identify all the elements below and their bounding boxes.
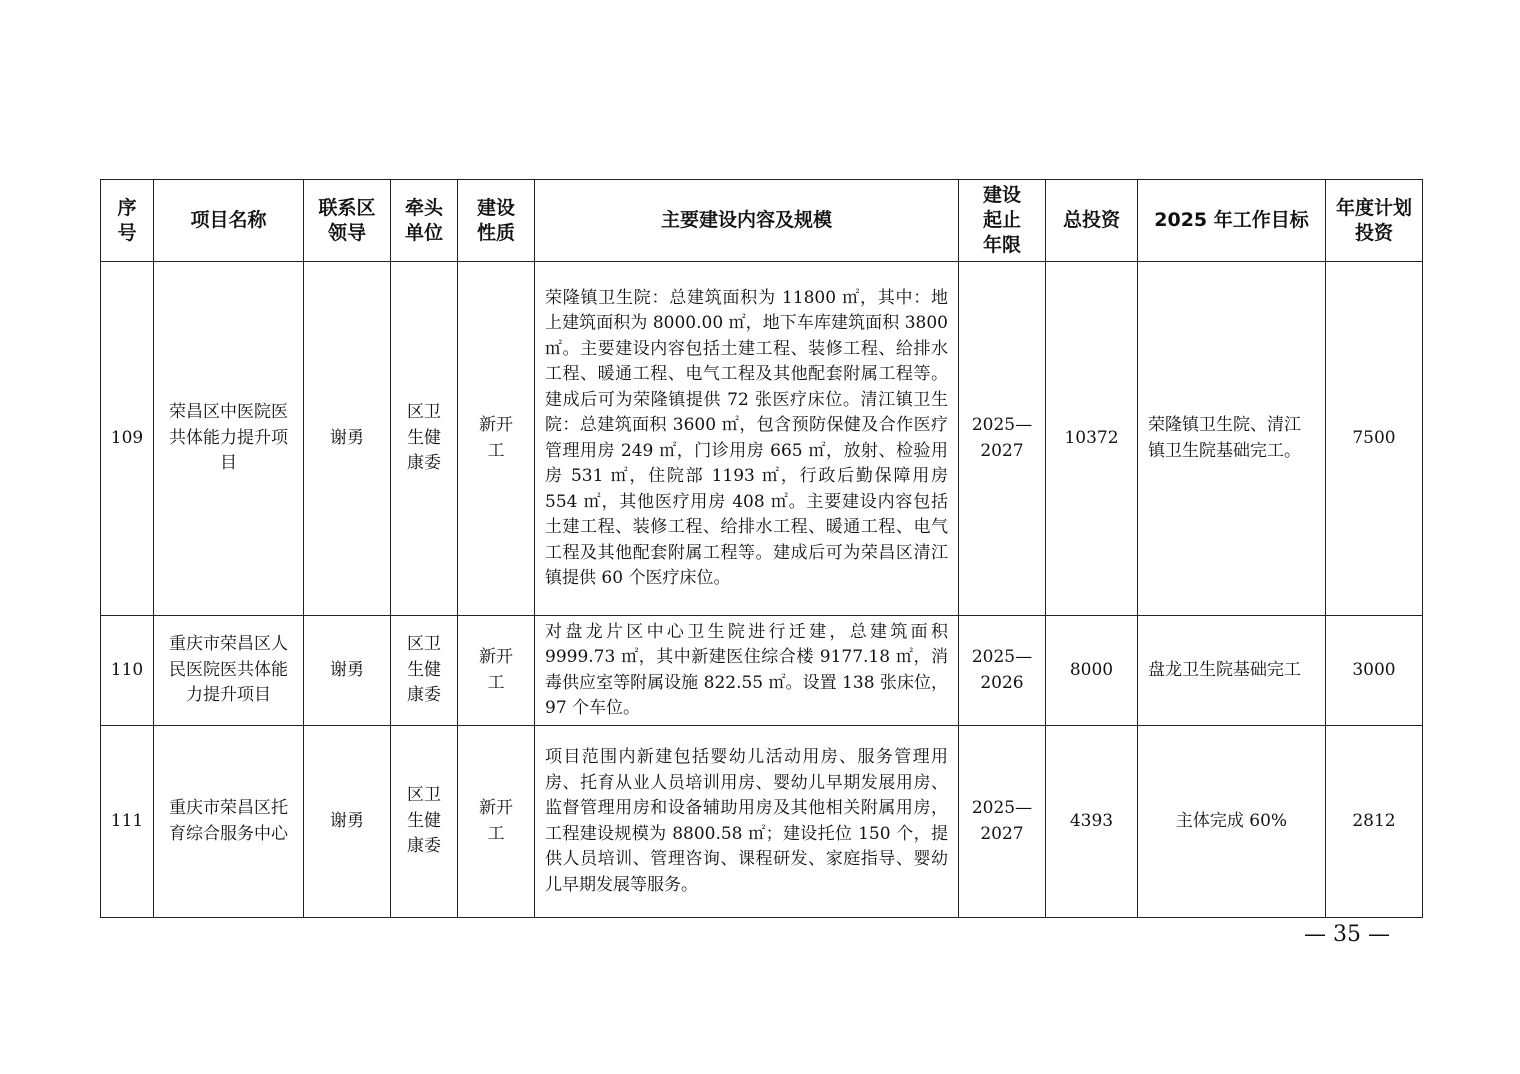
- cell-unit: 区卫生健康委: [391, 616, 458, 726]
- project-table: [100, 179, 1423, 918]
- table-row: [101, 726, 1423, 918]
- table-row: [101, 616, 1423, 726]
- header-goal: 2025 年工作目标: [1138, 180, 1326, 262]
- header-nature: 建设性质: [458, 180, 535, 262]
- cell-nature: 新开工: [458, 262, 535, 616]
- cell-content: 荣隆镇卫生院：总建筑面积为 11800 ㎡，其中：地上建筑面积为 8000.00 ㎡，地下车库建筑面积 3800 ㎡。主要建设内容包括土建工程、装修工程、给排水工程、暖通工程、电气工程及其他配套附属工程等。建成后可为荣隆镇提供 72 张医疗床位。清江镇卫生院：总建筑面积 3600 ㎡，包含预防保健及合作医疗管理用房 249 ㎡，门诊用房 665 ㎡，放射、检验用房 531 ㎡，住院部 1193 ㎡，行政后勤保障用房 554 ㎡，其他医疗用房 408 ㎡。主要建设内容包括土建工程、装修工程、给排水工程、暖通工程、电气工程及其他配套附属工程等。建成后可为荣昌区清江镇提供 60 个医疗床位。: [535, 262, 959, 616]
- cell-goal: 盘龙卫生院基础完工: [1138, 616, 1326, 726]
- cell-annual: 7500: [1326, 262, 1423, 616]
- cell-leader: 谢勇: [304, 262, 391, 616]
- header-row: [101, 180, 1423, 262]
- cell-nature: 新开工: [458, 616, 535, 726]
- header-annual: 年度计划投资: [1326, 180, 1423, 262]
- header-name: 项目名称: [154, 180, 304, 262]
- cell-unit: 区卫生健康委: [391, 726, 458, 918]
- cell-seq: 109: [101, 262, 154, 616]
- cell-seq: 110: [101, 616, 154, 726]
- cell-leader: 谢勇: [304, 726, 391, 918]
- cell-annual: 3000: [1326, 616, 1423, 726]
- cell-period: 2025—2027: [959, 726, 1046, 918]
- cell-content: 项目范围内新建包括婴幼儿活动用房、服务管理用房、托育从业人员培训用房、婴幼儿早期发展用房、监督管理用房和设备辅助用房及其他相关附属用房，工程建设规模为 8800.58 ㎡；建设托位 150 个，提供人员培训、管理咨询、课程研发、家庭指导、婴幼儿早期发展等服务。: [535, 726, 959, 918]
- cell-total: 8000: [1046, 616, 1138, 726]
- cell-goal: 主体完成 60%: [1138, 726, 1326, 918]
- cell-name: 重庆市荣昌区托育综合服务中心: [154, 726, 304, 918]
- header-period: 建设起止年限: [959, 180, 1046, 262]
- cell-period: 2025—2027: [959, 262, 1046, 616]
- header-total: 总投资: [1046, 180, 1138, 262]
- table-row: [101, 262, 1423, 616]
- header-content: 主要建设内容及规模: [535, 180, 959, 262]
- cell-seq: 111: [101, 726, 154, 918]
- cell-nature: 新开工: [458, 726, 535, 918]
- header-leader: 联系区领导: [304, 180, 391, 262]
- cell-period: 2025—2026: [959, 616, 1046, 726]
- cell-total: 10372: [1046, 262, 1138, 616]
- page-number: — 35 —: [1304, 922, 1390, 947]
- cell-unit: 区卫生健康委: [391, 262, 458, 616]
- cell-content: 对盘龙片区中心卫生院进行迁建，总建筑面积 9999.73 ㎡，其中新建医住综合楼 9177.18 ㎡，消毒供应室等附属设施 822.55 ㎡。设置 138 张床位，97 个车位。: [535, 616, 959, 726]
- header-unit: 牵头单位: [391, 180, 458, 262]
- cell-name: 荣昌区中医院医共体能力提升项目: [154, 262, 304, 616]
- cell-name: 重庆市荣昌区人民医院医共体能力提升项目: [154, 616, 304, 726]
- cell-annual: 2812: [1326, 726, 1423, 918]
- cell-goal: 荣隆镇卫生院、清江镇卫生院基础完工。: [1138, 262, 1326, 616]
- cell-leader: 谢勇: [304, 616, 391, 726]
- header-seq: 序号: [101, 180, 154, 262]
- cell-total: 4393: [1046, 726, 1138, 918]
